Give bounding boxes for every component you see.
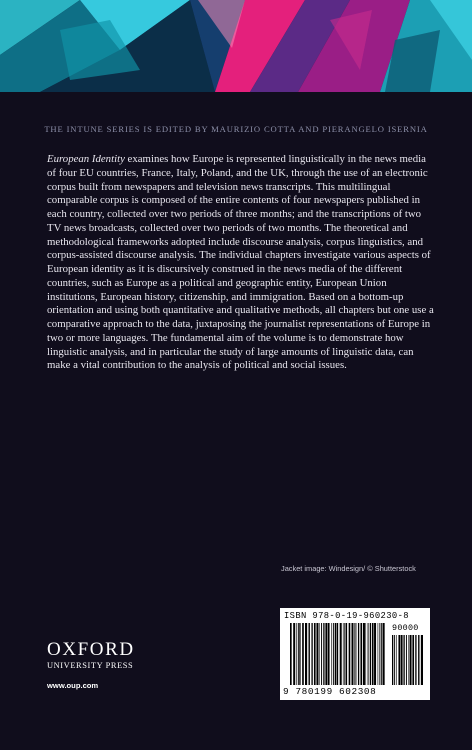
barcode-bar <box>358 623 359 685</box>
barcode-bar <box>343 623 344 685</box>
barcode-bar <box>290 623 292 685</box>
barcode-bar <box>333 623 334 685</box>
barcode-bar <box>305 623 307 685</box>
barcode-bar <box>372 623 374 685</box>
barcode-bar <box>370 623 371 685</box>
barcode-bar <box>311 623 312 685</box>
barcode-bar <box>379 623 380 685</box>
barcode-bar <box>420 635 421 685</box>
oxford-logo <box>47 640 157 671</box>
barcode-bars <box>290 623 388 685</box>
barcode-bar <box>355 623 356 685</box>
barcode-bar <box>293 623 295 685</box>
barcode-digits: 9 780199 602308 <box>283 686 377 697</box>
isbn-barcode <box>280 608 430 700</box>
barcode-bar <box>335 623 336 685</box>
barcode-bar <box>325 623 327 685</box>
barcode-bar <box>398 635 400 685</box>
barcode-bar <box>394 635 395 685</box>
barcode-bar <box>302 623 304 685</box>
publisher-website: www.oup.com <box>47 681 99 690</box>
barcode-bar <box>412 635 414 685</box>
barcode-bar <box>354 623 355 685</box>
barcode-bar <box>298 623 299 685</box>
barcode-bar <box>381 623 382 685</box>
barcode-bar <box>344 623 345 685</box>
barcode-bar <box>368 623 369 685</box>
barcode-bar <box>321 623 322 685</box>
isbn-label: ISBN 978-0-19-960230-8 <box>284 611 409 621</box>
barcode-bar <box>392 635 393 685</box>
barcode-addon-bars <box>392 635 425 685</box>
series-editors-line: THE INTUNE SERIES IS EDITED BY MAURIZIO COTTA AND PIERANGELO ISERNIA <box>44 124 428 134</box>
barcode-bar <box>337 623 339 685</box>
price-code: 90000 <box>392 623 419 633</box>
barcode-bar <box>360 623 362 685</box>
barcode-bar <box>415 635 416 685</box>
barcode-bar <box>340 623 342 685</box>
barcode-bar <box>418 635 419 685</box>
barcode-bar <box>365 623 366 685</box>
barcode-bar <box>374 623 376 685</box>
description-body: examines how Europe is represented linguistically in the news media of four EU countries, France, Italy, Poland, and the UK, through the use of an electronic corpus built from newspapers and television news transcripts. This multilingual comparable corpus is composed of the entire contents of four newspapers published in each country, collected over two periods of three months; and the transcriptions of two TV news broadcasts, collected over two periods of two months. The theoretical and methodological frameworks adopted include discourse analysis, corpus linguistics, and corpus-assisted discourse analysis. The individual chapters investigate various aspects of European identity as it is discursively construed in the news media of the different countries, such as Europe as a political and geographic entity, European Union institutions, European history, citizenship, and immigration. Based on a bottom-up orientation and using both quantitative and qualitative methods, all chapters but one use a comparative approach to the data, juxtaposing the journalist representations of Europe in two or more languages. The fundamental aim of the volume is to demonstrate how linguistic analysis, and in particular the study of large amounts of linguistic data, can make a vital contribution to the analysis of political and social issues. <box>47 153 434 372</box>
barcode-bar <box>403 635 404 685</box>
book-description <box>47 153 435 373</box>
barcode-bar <box>319 623 320 685</box>
barcode-bar <box>296 623 297 685</box>
barcode-bar <box>299 623 300 685</box>
barcode-bar <box>323 623 324 685</box>
barcode-bar <box>331 623 332 685</box>
barcode-bar <box>363 623 365 685</box>
barcode-bar <box>421 635 423 685</box>
barcode-bar <box>401 635 403 685</box>
barcode-bar <box>352 623 354 685</box>
barcode-bar <box>346 623 347 685</box>
barcode-bar <box>396 635 397 685</box>
barcode-bar <box>378 623 379 685</box>
barcode-bar <box>383 623 385 685</box>
barcode-bar <box>406 635 407 685</box>
barcode-bar <box>309 623 310 685</box>
barcode-bar <box>408 635 409 685</box>
barcode-bar <box>328 623 330 685</box>
barcode-bar <box>410 635 412 685</box>
barcode-bar <box>316 623 318 685</box>
barcode-bar <box>314 623 316 685</box>
barcode-bar <box>349 623 351 685</box>
decorative-geometric-banner <box>0 0 472 92</box>
jacket-image-credit: Jacket image: Windesign/ © Shutterstock <box>281 564 416 573</box>
logo-university-press-text: UNIVERSITY PRESS <box>47 661 134 670</box>
book-title-italic: European Identity <box>47 153 125 165</box>
barcode-bar <box>308 623 309 685</box>
logo-oxford-text: OXFORD <box>47 639 135 660</box>
